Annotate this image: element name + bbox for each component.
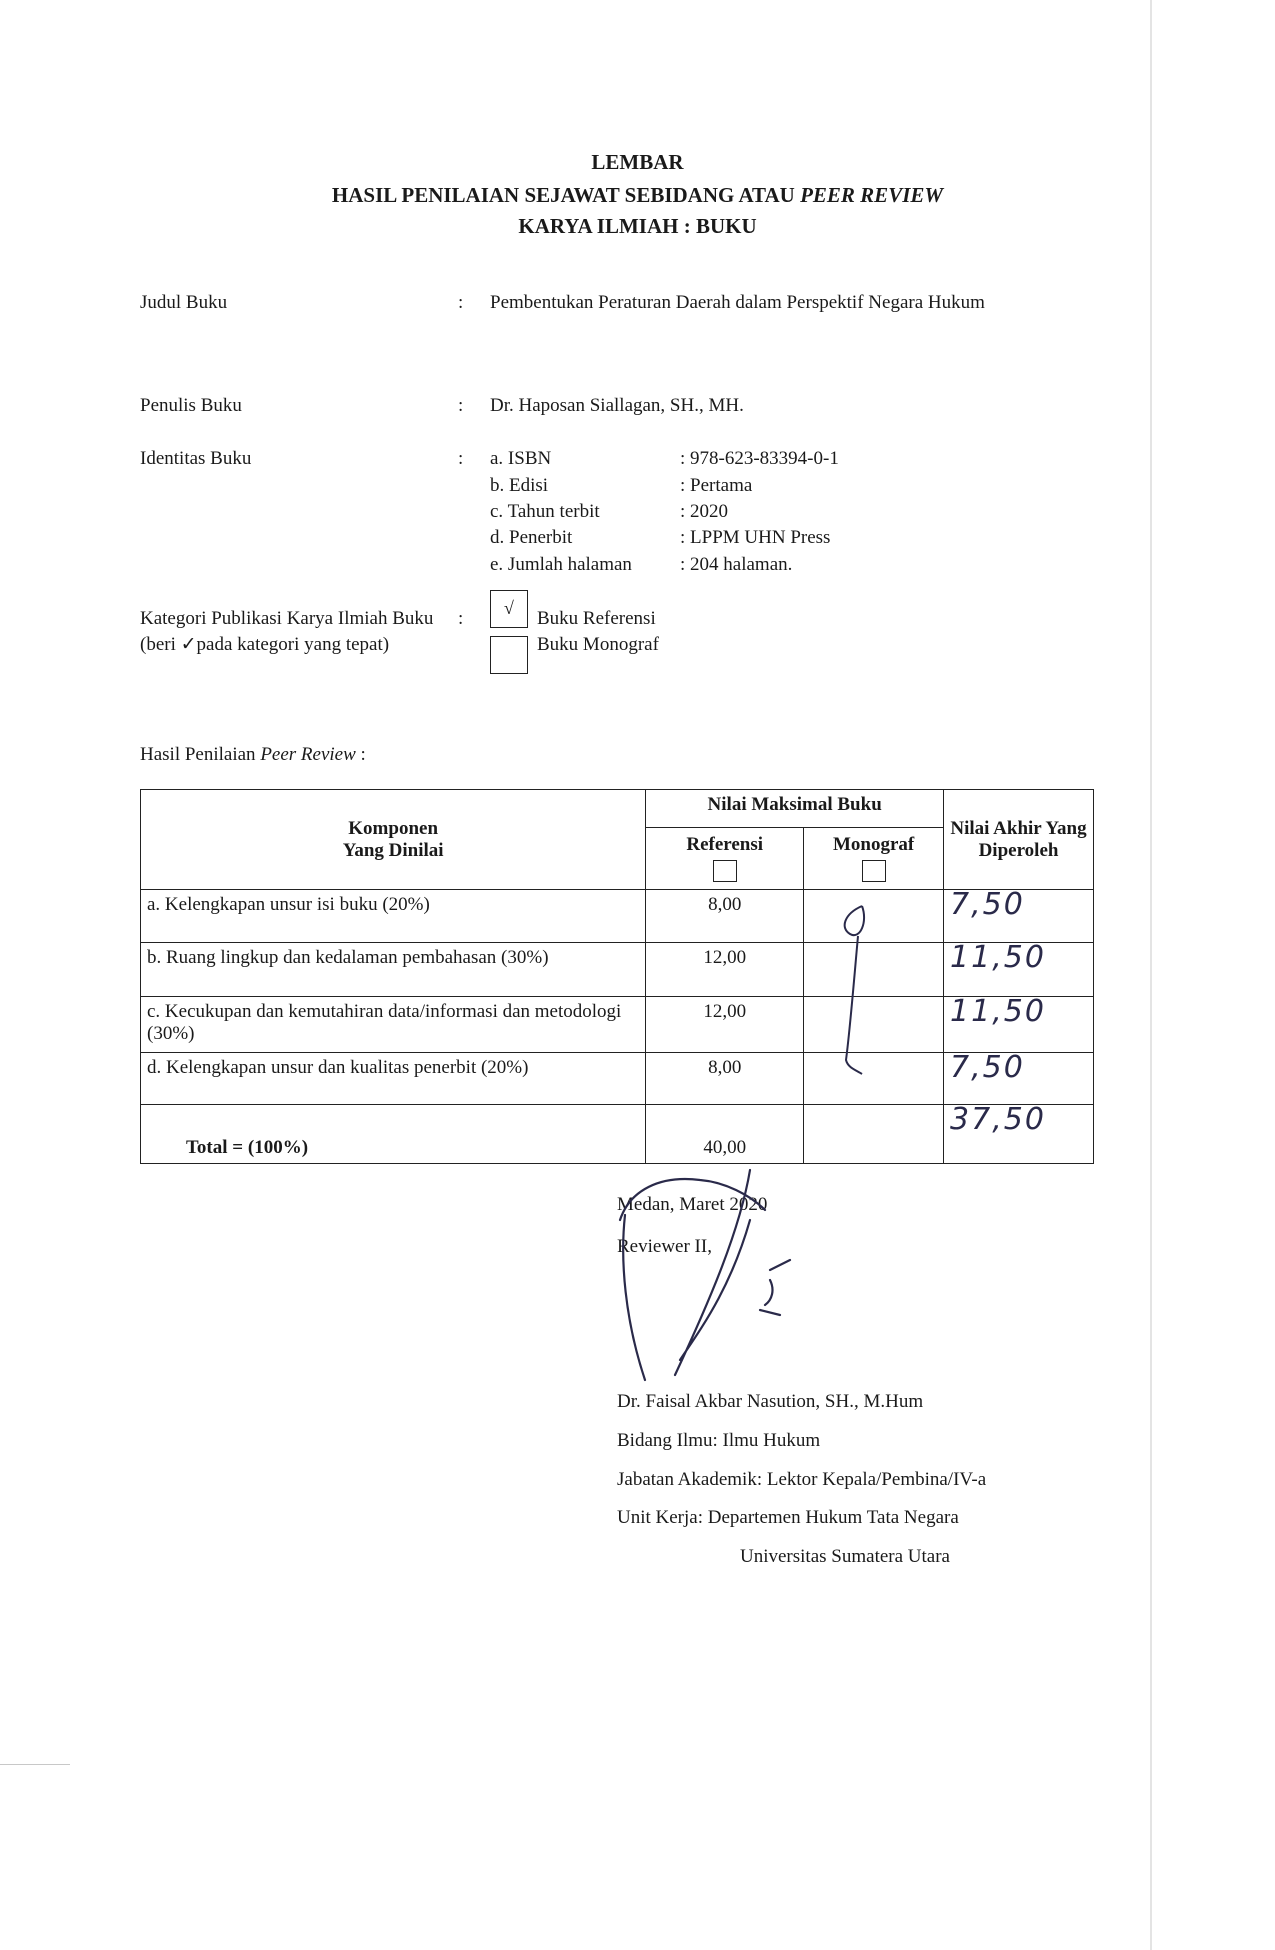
label-buku-monograf: Buku Monograf: [537, 634, 659, 655]
reviewer-university: Universitas Sumatera Utara: [740, 1546, 950, 1567]
total-monograf: [804, 1105, 944, 1164]
scan-edge-line: [1150, 0, 1152, 1950]
identitas-item: c. Tahun terbit: [490, 501, 600, 522]
handwritten-score: 11,50: [950, 993, 1046, 1029]
checkbox-buku-referensi[interactable]: √: [490, 590, 528, 628]
penulis-colon: :: [458, 395, 464, 416]
reviewer-bidang: Bidang Ilmu: Ilmu Hukum: [617, 1430, 821, 1451]
table-row: [141, 996, 1094, 1052]
handwritten-score: 7,50: [950, 1050, 1025, 1086]
total-akhir: [944, 1102, 1094, 1164]
table-row: [141, 890, 1094, 942]
identitas-item: b. Edisi: [490, 475, 549, 496]
handwritten-score: 7,50: [950, 887, 1025, 923]
doc-title-karya: KARYA ILMIAH : BUKU: [518, 214, 757, 238]
header-nilai-akhir: Nilai Akhir Yang Diperoleh: [944, 790, 1094, 890]
kategori-label: Kategori Publikasi Karya Ilmiah Buku (beri ✓pada kategori yang tepat): [140, 608, 434, 655]
handwritten-bracket-mark: [810, 900, 880, 1080]
reviewer-jabatan: Jabatan Akademik: Lektor Kepala/Pembina/IV-a: [617, 1469, 987, 1490]
referensi-checkbox[interactable]: [713, 860, 737, 882]
row-komponen: a. Kelengkapan unsur isi buku (20%): [141, 890, 646, 942]
doc-title-hasil: [0, 183, 1275, 208]
identitas-value: : 2020: [680, 501, 729, 522]
doc-title-hasil-text: HASIL PENILAIAN SEJAWAT SEBIDANG ATAU: [331, 183, 801, 207]
doc-title-lembar: LEMBAR: [591, 150, 684, 174]
total-label: Total = (100%): [141, 1105, 646, 1164]
doc-title-peer-review: PEER REVIEW: [800, 183, 944, 207]
row-referensi: 12,00: [646, 942, 804, 996]
row-komponen: b. Ruang lingkup dan kedalaman pembahasan (30%): [141, 942, 646, 996]
identitas-label: Identitas Buku: [140, 448, 252, 469]
judul-value: Pembentukan Peraturan Daerah dalam Perspektif Negara Hukum: [490, 292, 985, 313]
header-referensi: [646, 827, 804, 890]
row-akhir: [944, 939, 1094, 996]
row-referensi: 8,00: [646, 890, 804, 942]
header-monograf: [804, 827, 944, 890]
kategori-colon: :: [458, 608, 464, 629]
row-akhir: [944, 887, 1094, 942]
total-referensi: 40,00: [646, 1105, 804, 1164]
identitas-value: : Pertama: [680, 475, 753, 496]
row-komponen: c. Kecukupan dan kemutahiran data/informasi dan metodologi (30%): [141, 996, 646, 1052]
hasil-penilaian-heading: [140, 742, 366, 768]
checkbox-buku-monograf[interactable]: [490, 636, 528, 674]
identitas-value: : 978-623-83394-0-1: [680, 448, 839, 469]
row-akhir: [944, 1050, 1094, 1105]
identitas-item: e. Jumlah halaman: [490, 554, 632, 575]
signature-place-date: Medan, Maret 2020: [617, 1194, 768, 1215]
handwritten-total: 37,50: [950, 1102, 1046, 1138]
penulis-value: Dr. Haposan Siallagan, SH., MH.: [490, 395, 744, 416]
header-nilai-maksimal: Nilai Maksimal Buku: [646, 790, 944, 828]
penulis-label: Penulis Buku: [140, 395, 242, 416]
judul-label: Judul Buku: [140, 292, 228, 313]
signature-role: Reviewer II,: [617, 1236, 712, 1257]
handwritten-score: 11,50: [950, 939, 1046, 975]
row-komponen: d. Kelengkapan unsur dan kualitas penerbit (20%): [141, 1053, 646, 1105]
reviewer-unit: Unit Kerja: Departemen Hukum Tata Negara: [617, 1507, 959, 1528]
table-total-row: [141, 1105, 1094, 1164]
reviewer-name: Dr. Faisal Akbar Nasution, SH., M.Hum: [617, 1391, 924, 1412]
hasil-suffix: :: [355, 744, 366, 765]
identitas-value: : 204 halaman.: [680, 554, 793, 575]
identitas-item: d. Penerbit: [490, 527, 573, 548]
label-buku-referensi: Buku Referensi: [537, 608, 656, 629]
identitas-value: : LPPM UHN Press: [680, 527, 831, 548]
table-row: [141, 1053, 1094, 1105]
row-referensi: 12,00: [646, 996, 804, 1052]
row-referensi: 8,00: [646, 1053, 804, 1105]
row-akhir: [944, 993, 1094, 1052]
header-monograf-label: Monograf: [832, 834, 915, 856]
monograf-checkbox[interactable]: [862, 860, 886, 882]
header-referensi-label: Referensi: [686, 834, 764, 856]
header-komponen: Komponen Yang Dinilai: [141, 790, 646, 890]
score-table: [140, 789, 1094, 1164]
handwritten-signature: [600, 1160, 800, 1400]
hasil-prefix: Hasil Penilaian: [140, 744, 261, 765]
hasil-peer-review: Peer Review: [260, 744, 356, 765]
identitas-item: a. ISBN: [490, 448, 552, 469]
scan-bottom-line: [0, 1764, 70, 1765]
table-header-row: [141, 790, 1094, 828]
identitas-colon: :: [458, 448, 464, 469]
judul-colon: :: [458, 292, 464, 313]
table-row: [141, 942, 1094, 996]
